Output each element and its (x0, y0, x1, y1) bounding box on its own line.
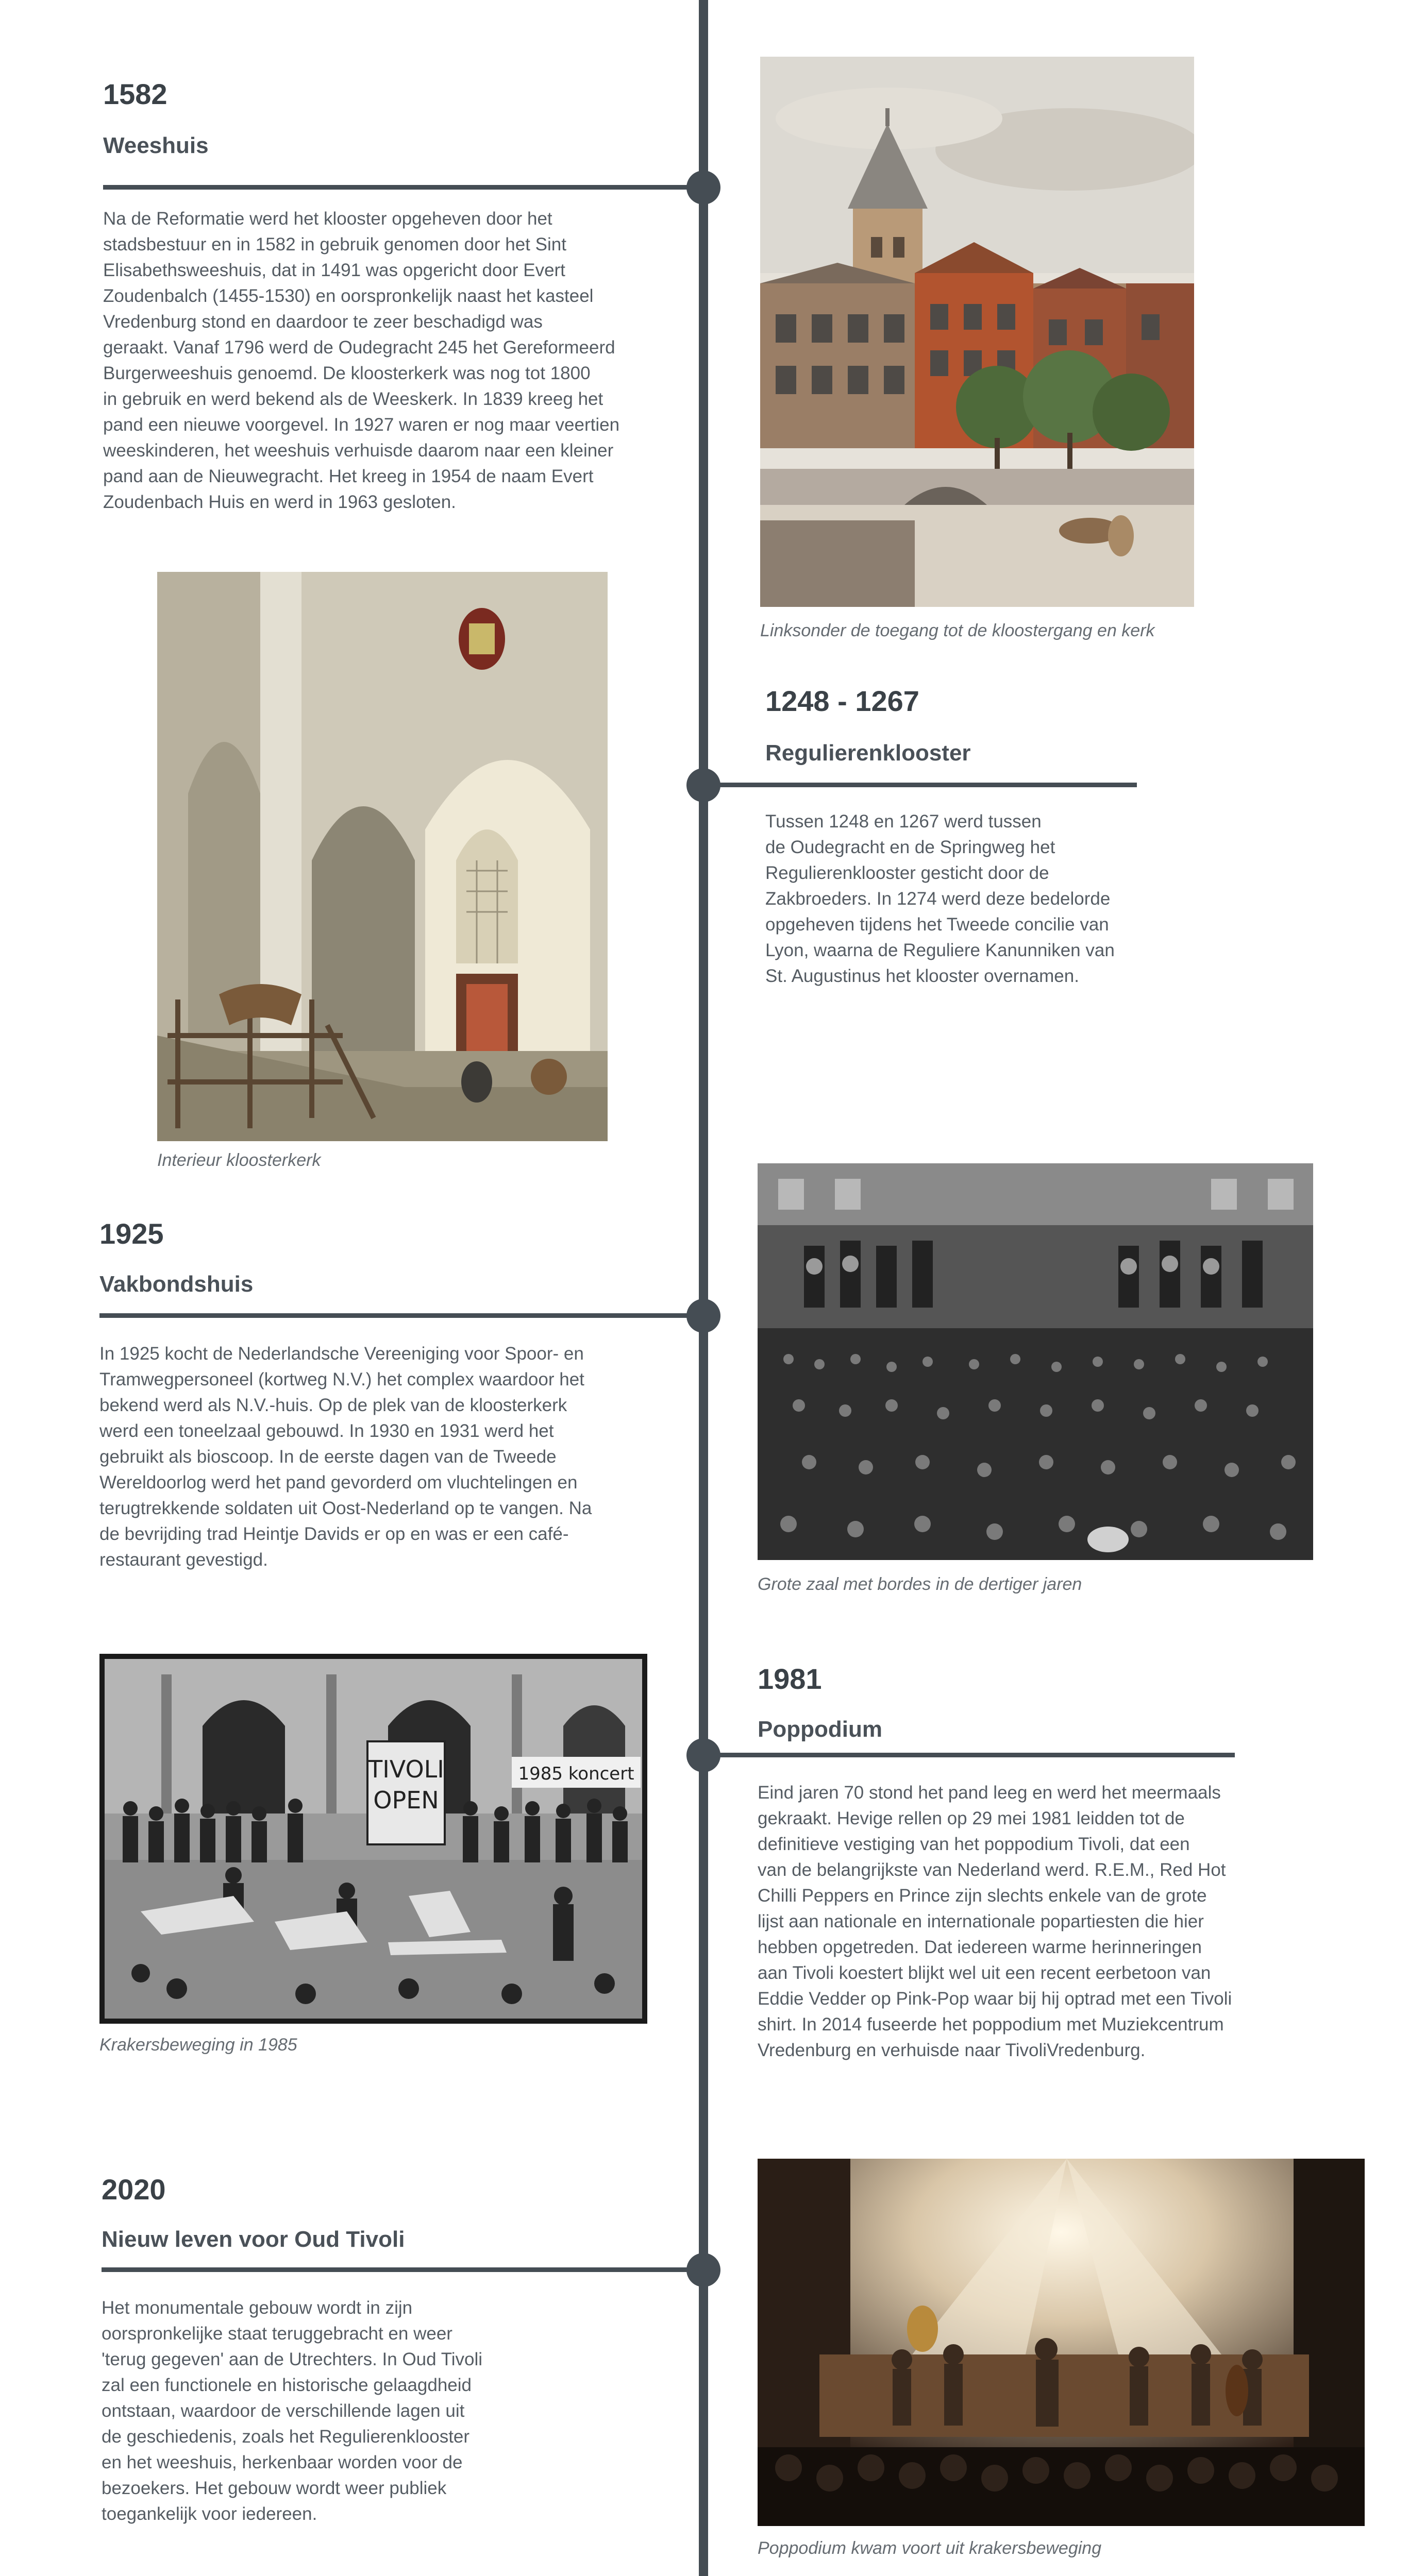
street-painting-caption: Linksonder de toegang tot de kloostergang en kerk (760, 621, 1155, 640)
entry-title-poppodium: Poppodium (758, 1717, 882, 1742)
squatters-sign-text: TIVOLI (368, 1755, 444, 1783)
timeline-dot (686, 171, 720, 205)
entry-title-regulierenklooster: Regulierenklooster (765, 740, 971, 766)
concert-photo (758, 2159, 1365, 2526)
timeline-dot (686, 768, 720, 802)
interior-painting-image (157, 572, 608, 1141)
timeline-dot (686, 1738, 720, 1772)
timeline-connector (99, 1313, 704, 1318)
timeline-line (699, 0, 708, 2576)
entry-year-2020: 2020 (102, 2173, 166, 2206)
entry-body-poppodium: Eind jaren 70 stond het pand leeg en werd het meermaals gekraakt. Hevige rellen op 29 mei 1981 leidden tot de definitieve vestiging van het poppodium Tivoli, dat een van de belangrijkste van Nederland werd. R.E.M., Red Hot Chilli Peppers en Prince zijn slechts enkele van de grote lijst aan nationale en internationale popartiesten die hier hebben opgetreden. Dat iedereen warme herinneringen aan Tivoli koestert blijkt wel uit een recent eerbetoon van Eddie Vedder op Pink-Pop waar bij hij optrad met een Tivoli shirt. In 2014 fuseerde het poppodium met Muziekcentrum Vredenburg en verhuisde naar TivoliVredenburg. (758, 1783, 1232, 2060)
interior-painting-caption: Interieur kloosterkerk (157, 1150, 321, 1170)
grand-hall-photo (758, 1163, 1313, 1560)
entry-title-weeshuis: Weeshuis (103, 133, 209, 158)
concert-caption: Poppodium kwam voort uit krakersbeweging (758, 2538, 1102, 2558)
timeline-connector (704, 783, 1137, 787)
timeline-connector (103, 185, 704, 190)
timeline-dot (686, 2253, 720, 2287)
entry-title-vakbondshuis: Vakbondshuis (99, 1272, 254, 1297)
timeline-connector (102, 2267, 704, 2272)
entry-title-nieuw-leven: Nieuw leven voor Oud Tivoli (102, 2227, 405, 2252)
entry-year-1981: 1981 (758, 1663, 822, 1695)
timeline-dot (686, 1299, 720, 1333)
squatters-banner-text: 1985 koncert (518, 1764, 634, 1784)
grand-hall-caption: Grote zaal met bordes in de dertiger jaren (758, 1574, 1082, 1594)
entry-body-regulierenklooster: Tussen 1248 en 1267 werd tussen de Oudegracht en de Springweg het Regulierenklooster gesticht door de Zakbroeders. In 1274 werd deze bedelorde opgeheven tijdens het Tweede concilie van Lyon, waarna de Reguliere Kanunniken van St. Augustinus het klooster overnamen. (765, 811, 1115, 986)
svg-text:OPEN: OPEN (373, 1786, 439, 1814)
squatters-caption: Krakersbeweging in 1985 (99, 2035, 297, 2055)
entry-body-weeshuis: Na de Reformatie werd het klooster opgeheven door het stadsbestuur en in 1582 in gebruik genomen door het Sint Elisabethsweeshuis, dat in 1491 was opgericht door Evert Zoudenbalch (1455-1530) en oorspronkelijk naast het kasteel Vredenburg stond en daardoor te zeer beschadigd was geraakt. Vanaf 1796 werd de Oudegracht 245 het Gereformeerd Burgerweeshuis genoemd. De kloosterkerk was nog tot 1800 in gebruik en werd bekend als de Weeskerk. In 1839 kreeg het pand een nieuwe voorgevel. In 1927 waren er nog maar veertien weeskinderen, het weeshuis verhuisde daarom naar een kleiner pand aan de Nieuwegracht. Het kreeg in 1954 de naam Evert Zoudenbach Huis en werd in 1963 gesloten. (103, 209, 620, 512)
entry-year-1582: 1582 (103, 78, 167, 110)
street-painting-image (760, 57, 1194, 607)
entry-year-1248: 1248 - 1267 (765, 685, 919, 717)
entry-body-nieuw-leven: Het monumentale gebouw wordt in zijn oorspronkelijke staat teruggebracht en weer 'terug gegeven' aan de Utrechters. In Oud Tivoli zal een functionele en historische gelaagdheid ontstaan, waardoor de verschillende lagen uit de geschiedenis, zoals het Regulierenklooster en het weeshuis, herkenbaar worden voor de bezoekers. Het gebouw wordt weer publiek toegankelijk voor iedereen. (102, 2298, 483, 2524)
entry-body-vakbondshuis: In 1925 kocht de Nederlandsche Vereeniging voor Spoor- en Tramwegpersoneel (kortweg N.V.) het complex waardoor het bekend werd als N.V.-huis. Op de plek van de kloosterkerk werd een toneelzaal gebouwd. In 1930 en 1931 werd het gebruikt als bioscoop. In de eerste dagen van de Tweede Wereldoorlog werd het pand gevorderd om vluchtelingen en terugtrekkende soldaten uit Oost-Nederland op te vangen. Na de bevrijding trad Heintje Davids er op en was er een café- restaurant gevestigd. (99, 1344, 592, 1570)
timeline-connector (704, 1753, 1235, 1757)
squatters-photo (99, 1654, 647, 2024)
entry-year-1925: 1925 (99, 1217, 164, 1250)
